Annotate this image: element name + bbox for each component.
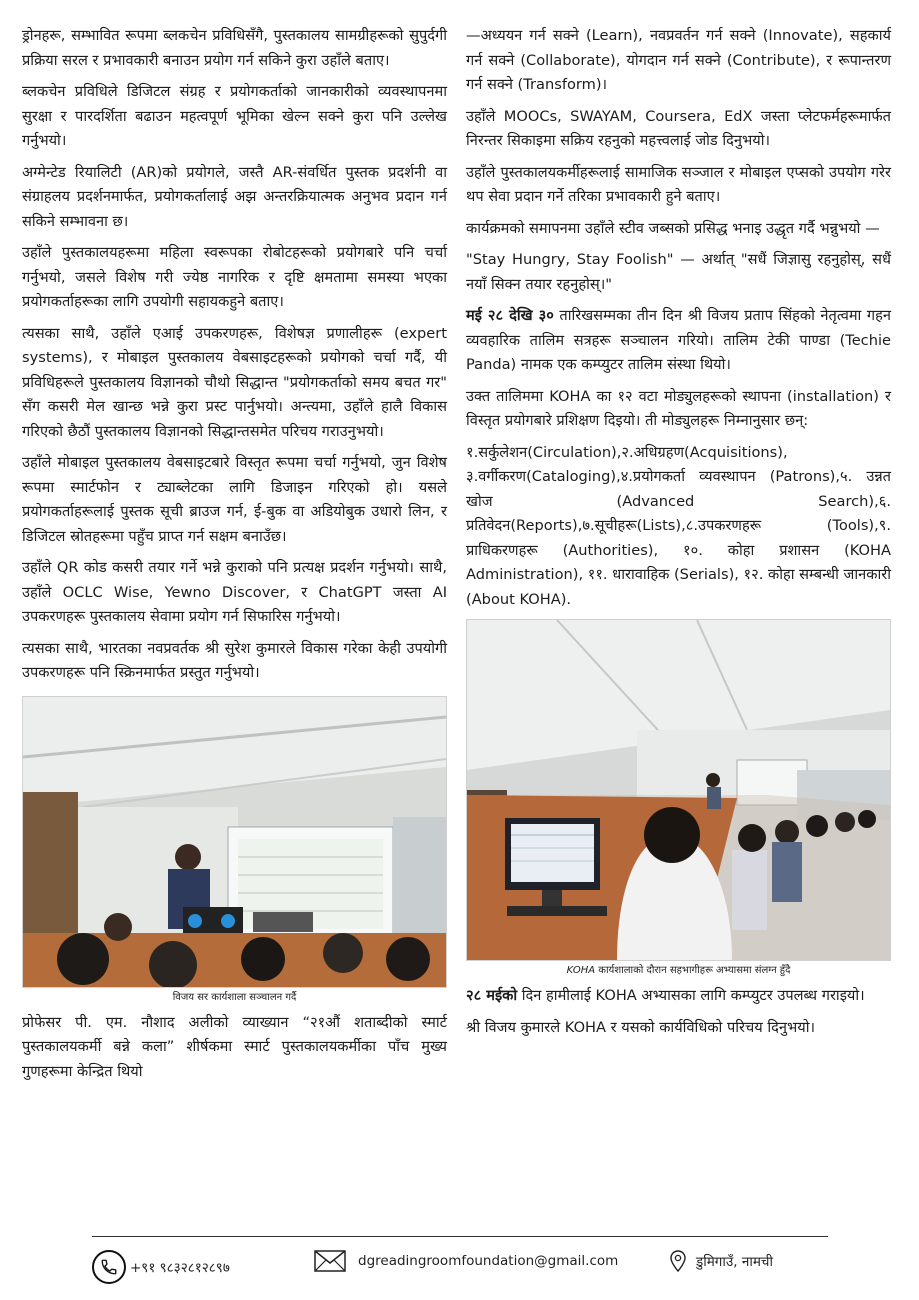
footer-phone xyxy=(92,1250,230,1284)
phone-number[interactable]: +९१ ९८३२८१२८९७ xyxy=(130,1260,230,1276)
paragraph: उहाँले मोबाइल पुस्तकालय वेबसाइटबारे विस्तृत रूपमा चर्चा गर्नुभयो, जुन विशेष रूपमा स्मार्टफोन र ट्याब्लेटका लागि डिजाइन गरिएको हो। यसले प्रयोगकर्ताहरूलाई पुस्तक सूची ब्राउज गर्न, ई-बुक वा अडियोबुक उधारो लिन, र डिजिटल स्रोतहरूमा पहुँच प्राप्त गर्न सक्षम बनाउँछ। xyxy=(22,454,447,545)
classroom-illustration xyxy=(23,697,446,987)
paragraph: उहाँले पुस्तकालयकर्मीहरूलाई सामाजिक सञ्जाल र मोबाइल एप्सको उपयोग गरेर थप सेवा प्रदान गर्ने तरिका प्रभावकारी हुने बताए। xyxy=(466,163,891,205)
address-text: डुमिगाउँ, नामची xyxy=(696,1254,774,1270)
footer-divider xyxy=(92,1236,828,1237)
paragraph: ब्लकचेन प्रविधिले डिजिटल संग्रह र प्रयोगकर्ताको जानकारीको व्यवस्थापनमा सुरक्षा र पारदर्शिता बढाउन महत्वपूर्ण भूमिका खेल्न सक्ने कुरा पनि उल्लेख गर्नुभयो। xyxy=(22,83,447,149)
phone-icon xyxy=(92,1250,126,1284)
footer-address xyxy=(670,1250,773,1272)
paragraph: ड्रोनहरू, सम्भावित रूपमा ब्लकचेन प्रविधिसँगै, पुस्तकालय सामग्रीहरूको सुपुर्दगी प्रक्रिया सरल र प्रभावकारी बनाउन प्रयोग गर्न सकिने कुरा उहाँले बताए। xyxy=(22,27,447,69)
paragraph: उहाँले पुस्तकालयहरूमा महिला स्वरूपका रोबोटहरूको प्रयोगबारे पनि चर्चा गर्नुभयो, जसले विशेष गरी ज्येष्ठ नागरिक र दृष्टि क्षमतामा समस्या भएका प्रयोगकर्ताहरूका लागि उपयोगी सहायकहुने बताए। xyxy=(22,244,447,310)
workshop-photo-left xyxy=(22,696,447,988)
paragraph: श्री विजय कुमारले KOHA र यसको कार्यविधिको परिचय दिनुभयो। xyxy=(466,1018,816,1036)
photo-caption: KOHA कार्यशालाको दौरान सहभागीहरू अभ्यासमा संलग्न हुँदै xyxy=(566,965,791,976)
paragraph: उहाँले QR कोड कसरी तयार गर्ने भन्ने कुराको पनि प्रत्यक्ष प्रदर्शन गर्नुभयो। साथै, उहाँले OCLC Wise, Yewno Discover, र ChatGPT जस्ता AI उपकरणहरू पुस्तकालय सेवामा प्रयोग गर्न सिफारिस गर्नुभयो। xyxy=(22,559,447,625)
date-range: मई २८ देखि ३० xyxy=(466,307,554,324)
paragraph: उहाँले MOOCs, SWAYAM, Coursera, EdX जस्ता प्लेटफर्महरूमार्फत निरन्तर सिकाइमा सक्रिय रहनुको महत्त्वलाई जोड दिनुभयो। xyxy=(466,107,891,149)
paragraph: अग्मेन्टेड रियालिटी (AR)को प्रयोगले, जस्तै AR-संवर्धित पुस्तक प्रदर्शनी वा संग्राहलय प्रदर्शनमार्फत, प्रयोगकर्तालाई अझ अन्तरक्रियात्मक अनुभव प्रदान गर्न सकिने सम्भावना छ। xyxy=(22,163,447,230)
paragraph: त्यसका साथै, उहाँले एआई उपकरणहरू, विशेषज्ञ प्रणालीहरू (expert systems), र मोबाइल पुस्तकालय वेबसाइटहरूको प्रयोगको चर्चा गर्दै, यी प्रविधिहरूले पुस्तकालय विज्ञानको चौथो सिद्धान्त "प्रयोगकर्ताको समय बचत गर" सँग कसरी मेल खान्छ भन्ने कुरा प्रस्ट पार्नुभयो। अन्त्यमा, उहाँले हालै विकास गरिएको छैठौं पुस्तकालय विज्ञानको सिद्धान्तसमेत परिचय गराउनुभयो। xyxy=(22,324,447,440)
paragraph: मई २८ देखि ३० तारिखसम्मका तीन दिन श्री विजय प्रताप सिंहको नेतृत्वमा गहन व्यवहारिक तालिम सत्रहरू सञ्चालन गरियो। तालिम टेकी पाण्डा (Techie Panda) नामक एक कम्प्युटर तालिम संस्था थियो। xyxy=(466,307,891,373)
email-address[interactable]: dgreadingroomfoundation@gmail.com xyxy=(358,1253,619,1269)
left-column xyxy=(22,24,447,1091)
paragraph: प्रोफेसर पी. एम. नौशाद अलीको व्याख्यान “२१औं शताब्दीको स्मार्ट पुस्तकालयकर्मी बन्ने कला” शीर्षकमा स्मार्ट पुस्तकालयकर्मीका पाँच मुख्य गुणहरूमा केन्द्रित थियो xyxy=(22,1013,447,1080)
photo-caption: विजय सर कार्यशाला सञ्चालन गर्दै xyxy=(172,991,297,1003)
location-pin-icon xyxy=(670,1250,686,1272)
paragraph: २८ मईको दिन हामीलाई KOHA अभ्यासका लागि कम्प्युटर उपलब्ध गराइयो। xyxy=(466,987,865,1004)
paragraph: —अध्ययन गर्न सक्ने (Learn), नवप्रवर्तन गर्न सक्ने (Innovate), सहकार्य गर्न सक्ने (Collaborate), योगदान गर्न सक्ने (Contribute), र रूपान्तरण गर्न सक्ने (Transform)। xyxy=(466,27,891,93)
right-column xyxy=(466,24,891,1047)
workshop-photo-right xyxy=(466,619,891,961)
quote-paragraph: "Stay Hungry, Stay Foolish" — अर्थात् "सधैं जिज्ञासु रहनुहोस्, सधैं नयाँ सिक्न तयार रहनुहोस्।" xyxy=(466,251,891,293)
paragraph: कार्यक्रमको समापनमा उहाँले स्टीव जब्सको प्रसिद्ध भनाइ उद्धृत गर्दै भन्नुभयो — xyxy=(466,219,880,237)
footer-email xyxy=(314,1250,618,1272)
footer xyxy=(92,1236,828,1292)
koha-modules-list: १.सर्कुलेशन(Circulation),२.अधिग्रहण(Acquisitions), ३.वर्गीकरण(Cataloging),४.प्रयोगकर्ता व्यवस्थापन (Patrons),५. उन्नत खोज (Advanced Search),६. प्रतिवेदन(Reports),७.सूचीहरू(Lists),८.उपकरणहरू (Tools),९. प्राधिकरणहरू (Authorities), १०. कोहा प्रशासन (KOHA Administration), ११. धारावाहिक (Serials), १२. कोहा सम्बन्धी जानकारी (About KOHA). xyxy=(466,443,891,608)
computer-lab-illustration xyxy=(467,620,890,960)
paragraph: त्यसका साथै, भारतका नवप्रवर्तक श्री सुरेश कुमारले विकास गरेका केही उपयोगी उपकरणहरू पनि स्क्रिनमार्फत प्रस्तुत गर्नुभयो। xyxy=(22,639,447,681)
envelope-icon xyxy=(314,1250,346,1272)
paragraph: उक्त तालिममा KOHA का १२ वटा मोड्युलहरूको स्थापना (installation) र विस्तृत प्रयोगबारे प्रशिक्षण दिइयो। ती मोड्युलहरू निम्नानुसार छन्: xyxy=(466,387,891,429)
date-highlight: २८ मईको xyxy=(466,987,518,1004)
